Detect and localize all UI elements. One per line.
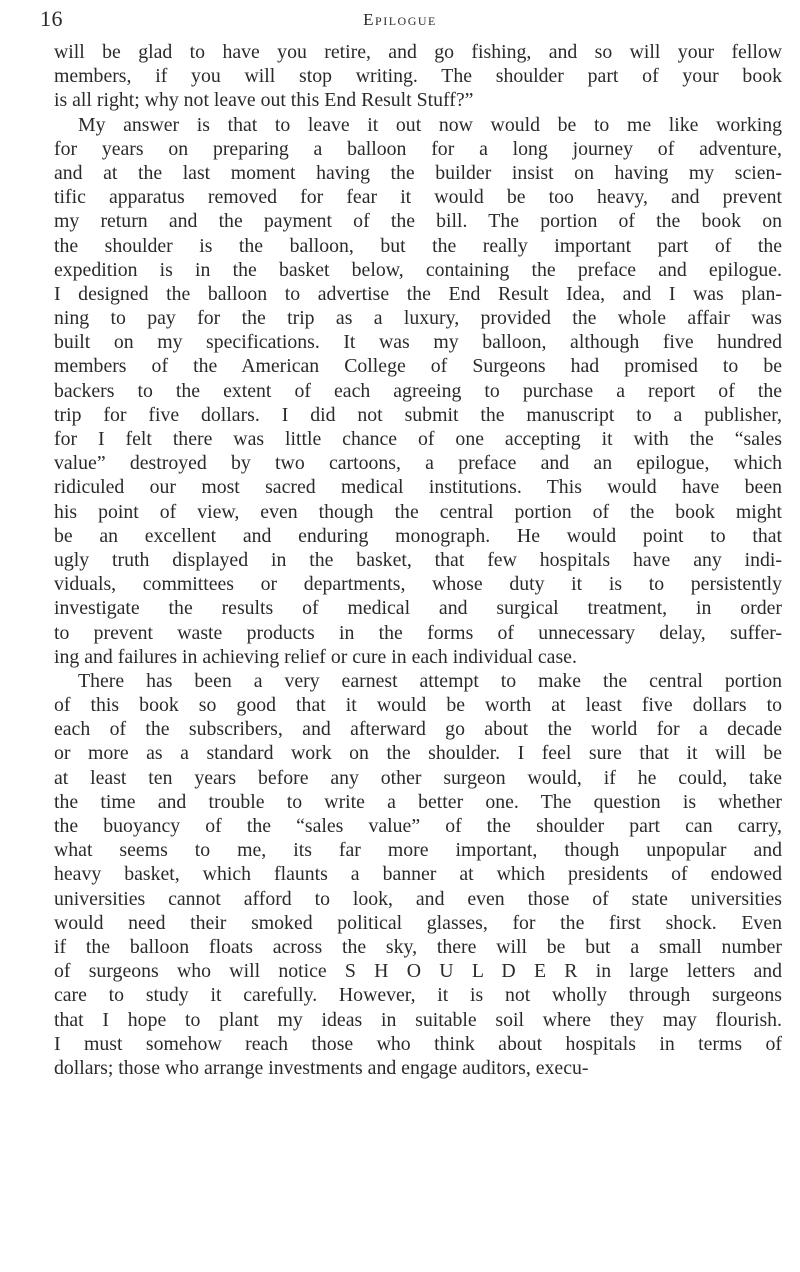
running-head: Epilogue xyxy=(363,10,437,29)
text-line: the buoyancy of the “sales value” of the shoulder part can carry, xyxy=(54,815,782,837)
text-line: is all right; why not leave out this End Result Stuff?” xyxy=(54,89,474,112)
body-text xyxy=(54,40,782,1080)
text-line: There has been a very earnest attempt to make the central portion xyxy=(78,669,782,692)
text-line: tific apparatus removed for fear it would be too heavy, and prevent xyxy=(54,186,782,209)
text-line: built on my specifications. It was my balloon, although five hundred xyxy=(54,331,782,354)
text-line: and at the last moment having the builder insist on having my scien- xyxy=(54,161,782,184)
text-line: would need their smoked political glasses, for the first shock. Even xyxy=(54,911,782,934)
text-line: universities cannot afford to look, and even those of state universities xyxy=(54,887,782,910)
text-line: heavy basket, which flaunts a banner at which presidents of endowed xyxy=(54,863,782,886)
text-line: of surgeons who will notice S H O U L D E R in large letters and xyxy=(54,960,782,983)
text-line: to prevent waste products in the forms of unnecessary delay, suffer- xyxy=(54,621,782,644)
text-line: if the balloon floats across the sky, there will be but a small number xyxy=(54,935,782,958)
text-line: what seems to me, its far more important, though unpopular and xyxy=(54,839,782,862)
text-line: care to study it carefully. However, it is not wholly through surgeons xyxy=(54,984,782,1007)
text-line: ning to pay for the trip as a luxury, provided the whole affair was xyxy=(54,307,782,330)
text-line: I must somehow reach those who think about hospitals in terms of xyxy=(54,1032,782,1055)
text-line: the time and trouble to write a better one. The question is whether xyxy=(54,790,782,813)
text-line: value” destroyed by two cartoons, a preface and an epilogue, which xyxy=(54,452,782,475)
text-line: My answer is that to leave it out now would be to me like working xyxy=(78,113,782,136)
text-line: expedition is in the basket below, containing the preface and epilogue. xyxy=(54,258,782,281)
text-line: of this book so good that it would be worth at least five dollars to xyxy=(54,694,782,717)
text-line: backers to the extent of each agreeing to purchase a report of the xyxy=(54,379,782,402)
text-line: members, if you will stop writing. The shoulder part of your book xyxy=(54,65,782,88)
text-line: I designed the balloon to advertise the End Result Idea, and I was plan- xyxy=(54,282,782,305)
text-line: each of the subscribers, and afterward go about the world for a decade xyxy=(54,718,782,741)
text-line: viduals, committees or departments, whose duty it is to persistently xyxy=(54,573,782,596)
text-line: for I felt there was little chance of one accepting it with the “sales xyxy=(54,428,782,450)
text-line: the shoulder is the balloon, but the really important part of the xyxy=(54,234,782,257)
text-line: for years on preparing a balloon for a long journey of adventure, xyxy=(54,137,782,160)
text-line: his point of view, even though the central portion of the book might xyxy=(54,500,782,523)
text-line: members of the American College of Surgeons had promised to be xyxy=(54,355,782,378)
text-line: dollars; those who arrange investments and engage auditors, execu- xyxy=(54,1056,589,1079)
text-line: be an excellent and enduring monograph. He would point to that xyxy=(54,524,782,547)
text-line: ing and failures in achieving relief or cure in each individual case. xyxy=(54,645,577,668)
text-line: that I hope to plant my ideas in suitable soil where they may flourish. xyxy=(54,1008,782,1031)
text-line: ridiculed our most sacred medical institutions. This would have been xyxy=(54,476,782,499)
page-number: 16 xyxy=(40,6,63,31)
text-line: ugly truth displayed in the basket, that few hospitals have any indi- xyxy=(54,548,782,571)
text-line: will be glad to have you retire, and go fishing, and so will your fellow xyxy=(54,41,782,63)
text-line: my return and the payment of the bill. The portion of the book on xyxy=(54,210,782,233)
text-line: or more as a standard work on the shoulder. I feel sure that it will be xyxy=(54,742,782,765)
text-line: at least ten years before any other surgeon would, if he could, take xyxy=(54,766,782,789)
text-line: trip for five dollars. I did not submit the manuscript to a publisher, xyxy=(54,403,782,426)
text-line: investigate the results of medical and surgical treatment, in order xyxy=(54,597,782,620)
